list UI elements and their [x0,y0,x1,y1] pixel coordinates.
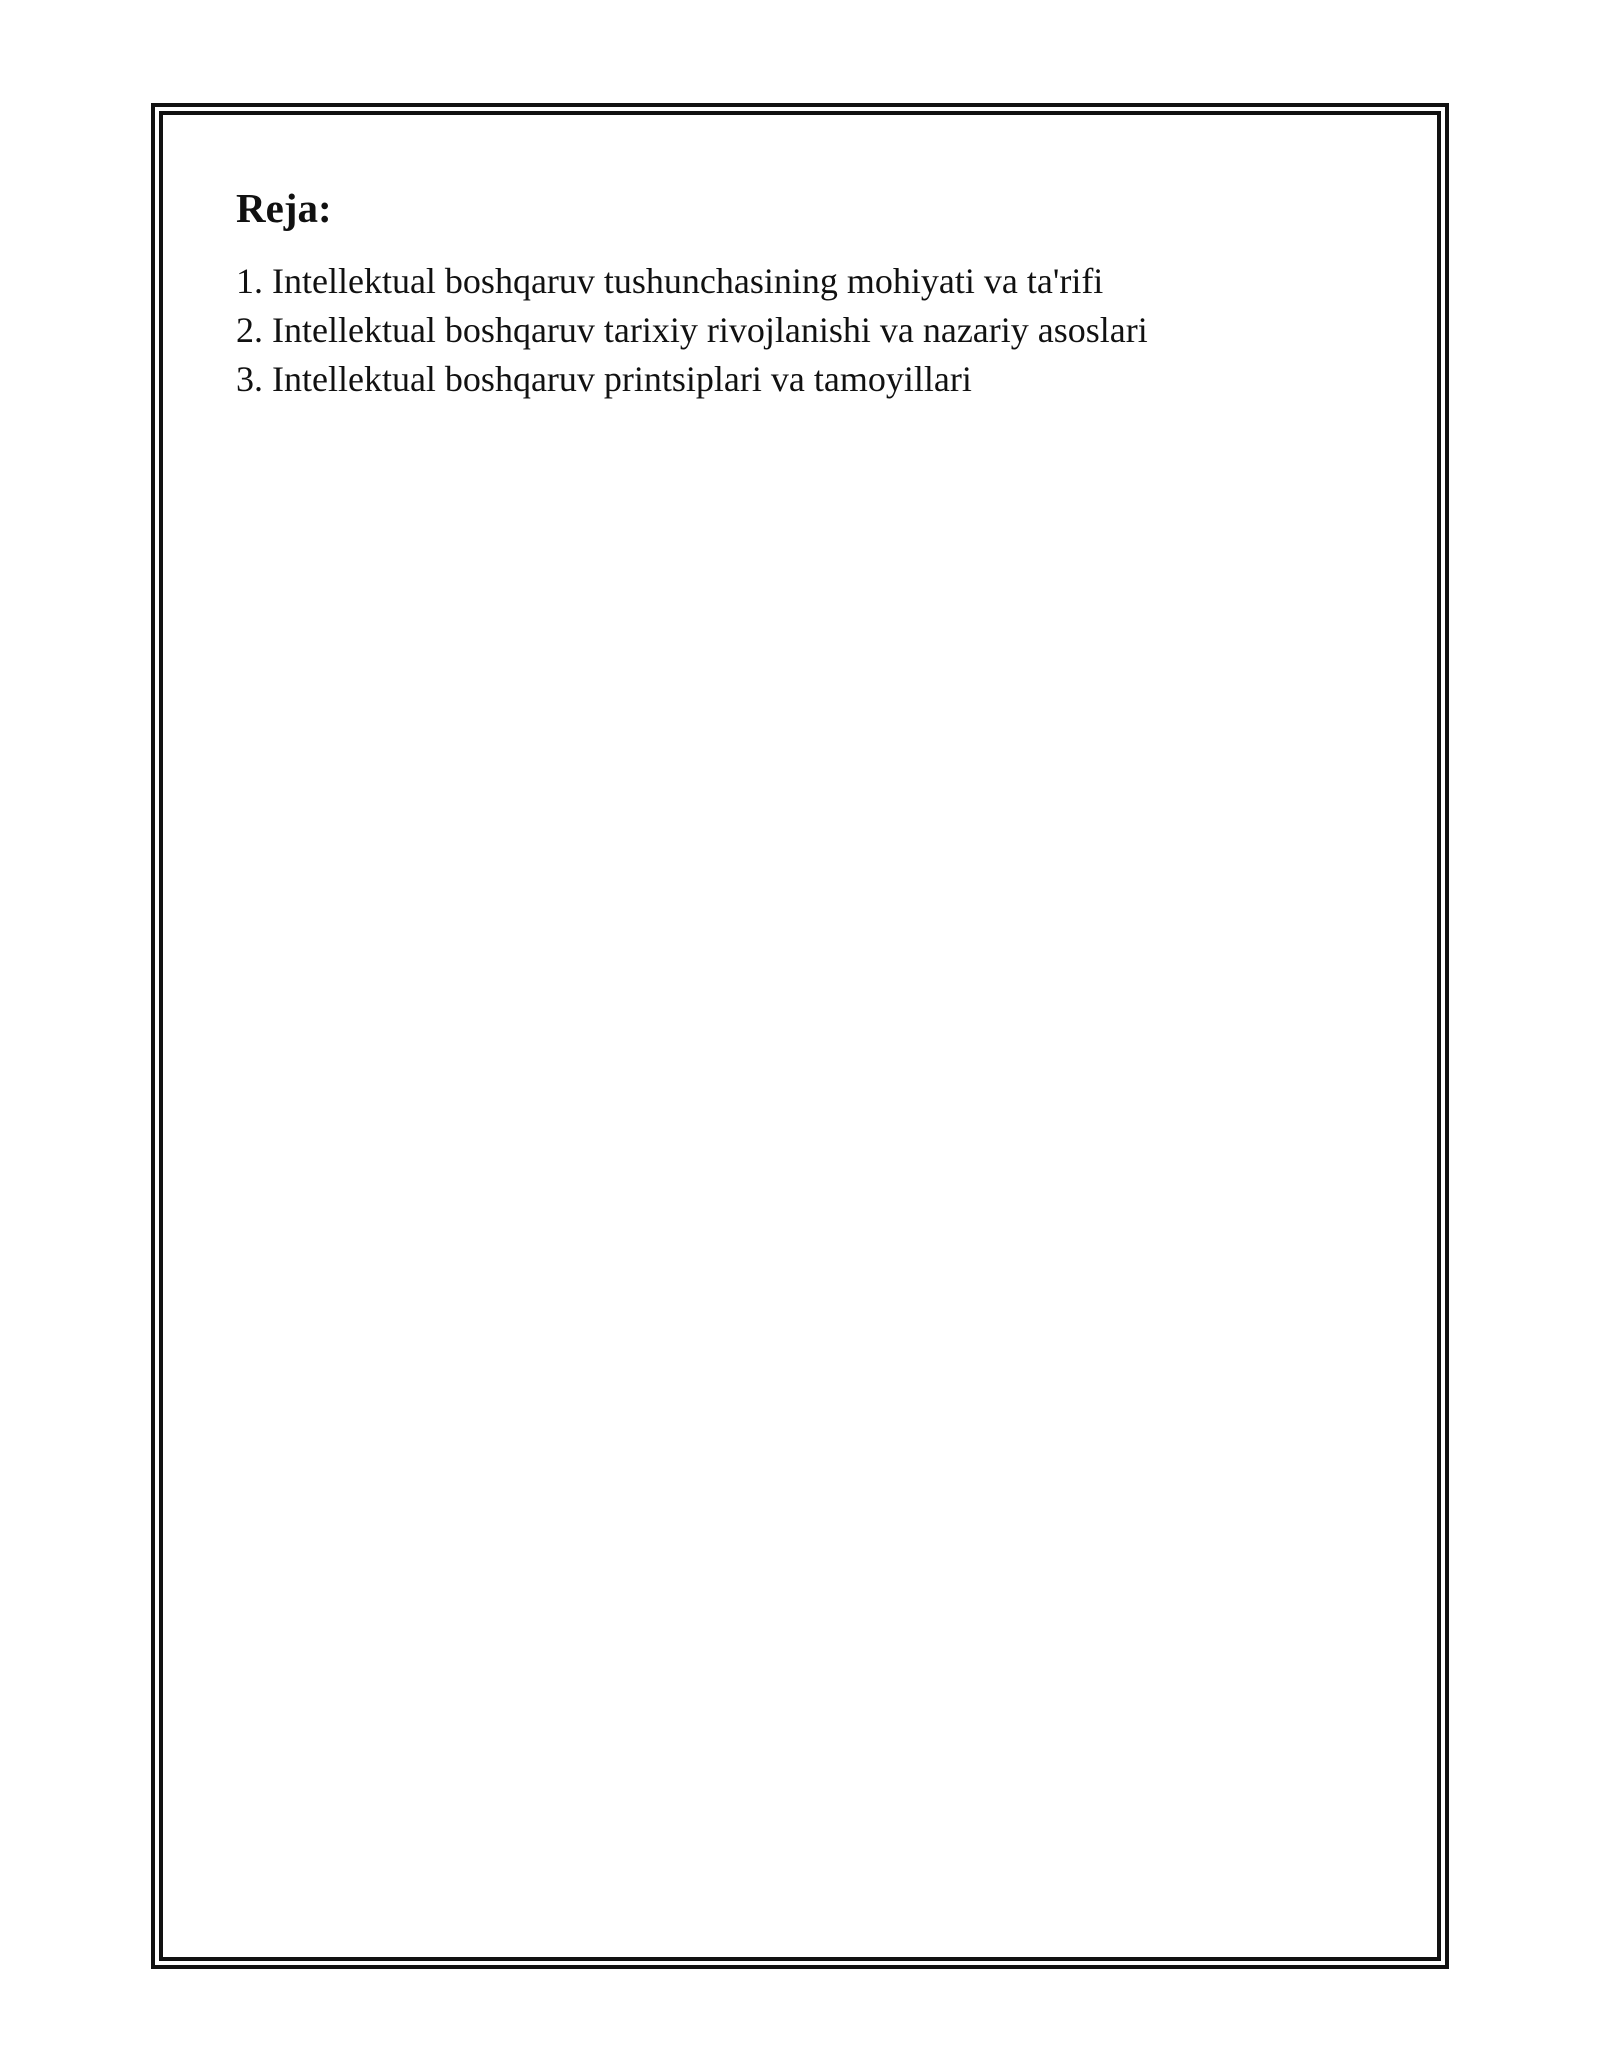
plan-item-1 [236,257,1386,306]
plan-item-3 [236,355,1386,404]
plan-list [236,257,1386,404]
plan-item-2 [236,306,1386,355]
plan-item-number: 2. [236,310,263,351]
plan-item-text: Intellektual boshqaruv printsiplari va tamoyillari [272,359,972,400]
document-content [236,184,1386,404]
plan-item-number: 3. [236,359,263,400]
plan-item-number: 1. [236,261,263,302]
plan-heading: Reja: [236,185,332,231]
plan-item-text: Intellektual boshqaruv tushunchasining mohiyati va ta'rifi [272,261,1104,302]
plan-item-text: Intellektual boshqaruv tarixiy rivojlanishi va nazariy asoslari [272,310,1148,351]
